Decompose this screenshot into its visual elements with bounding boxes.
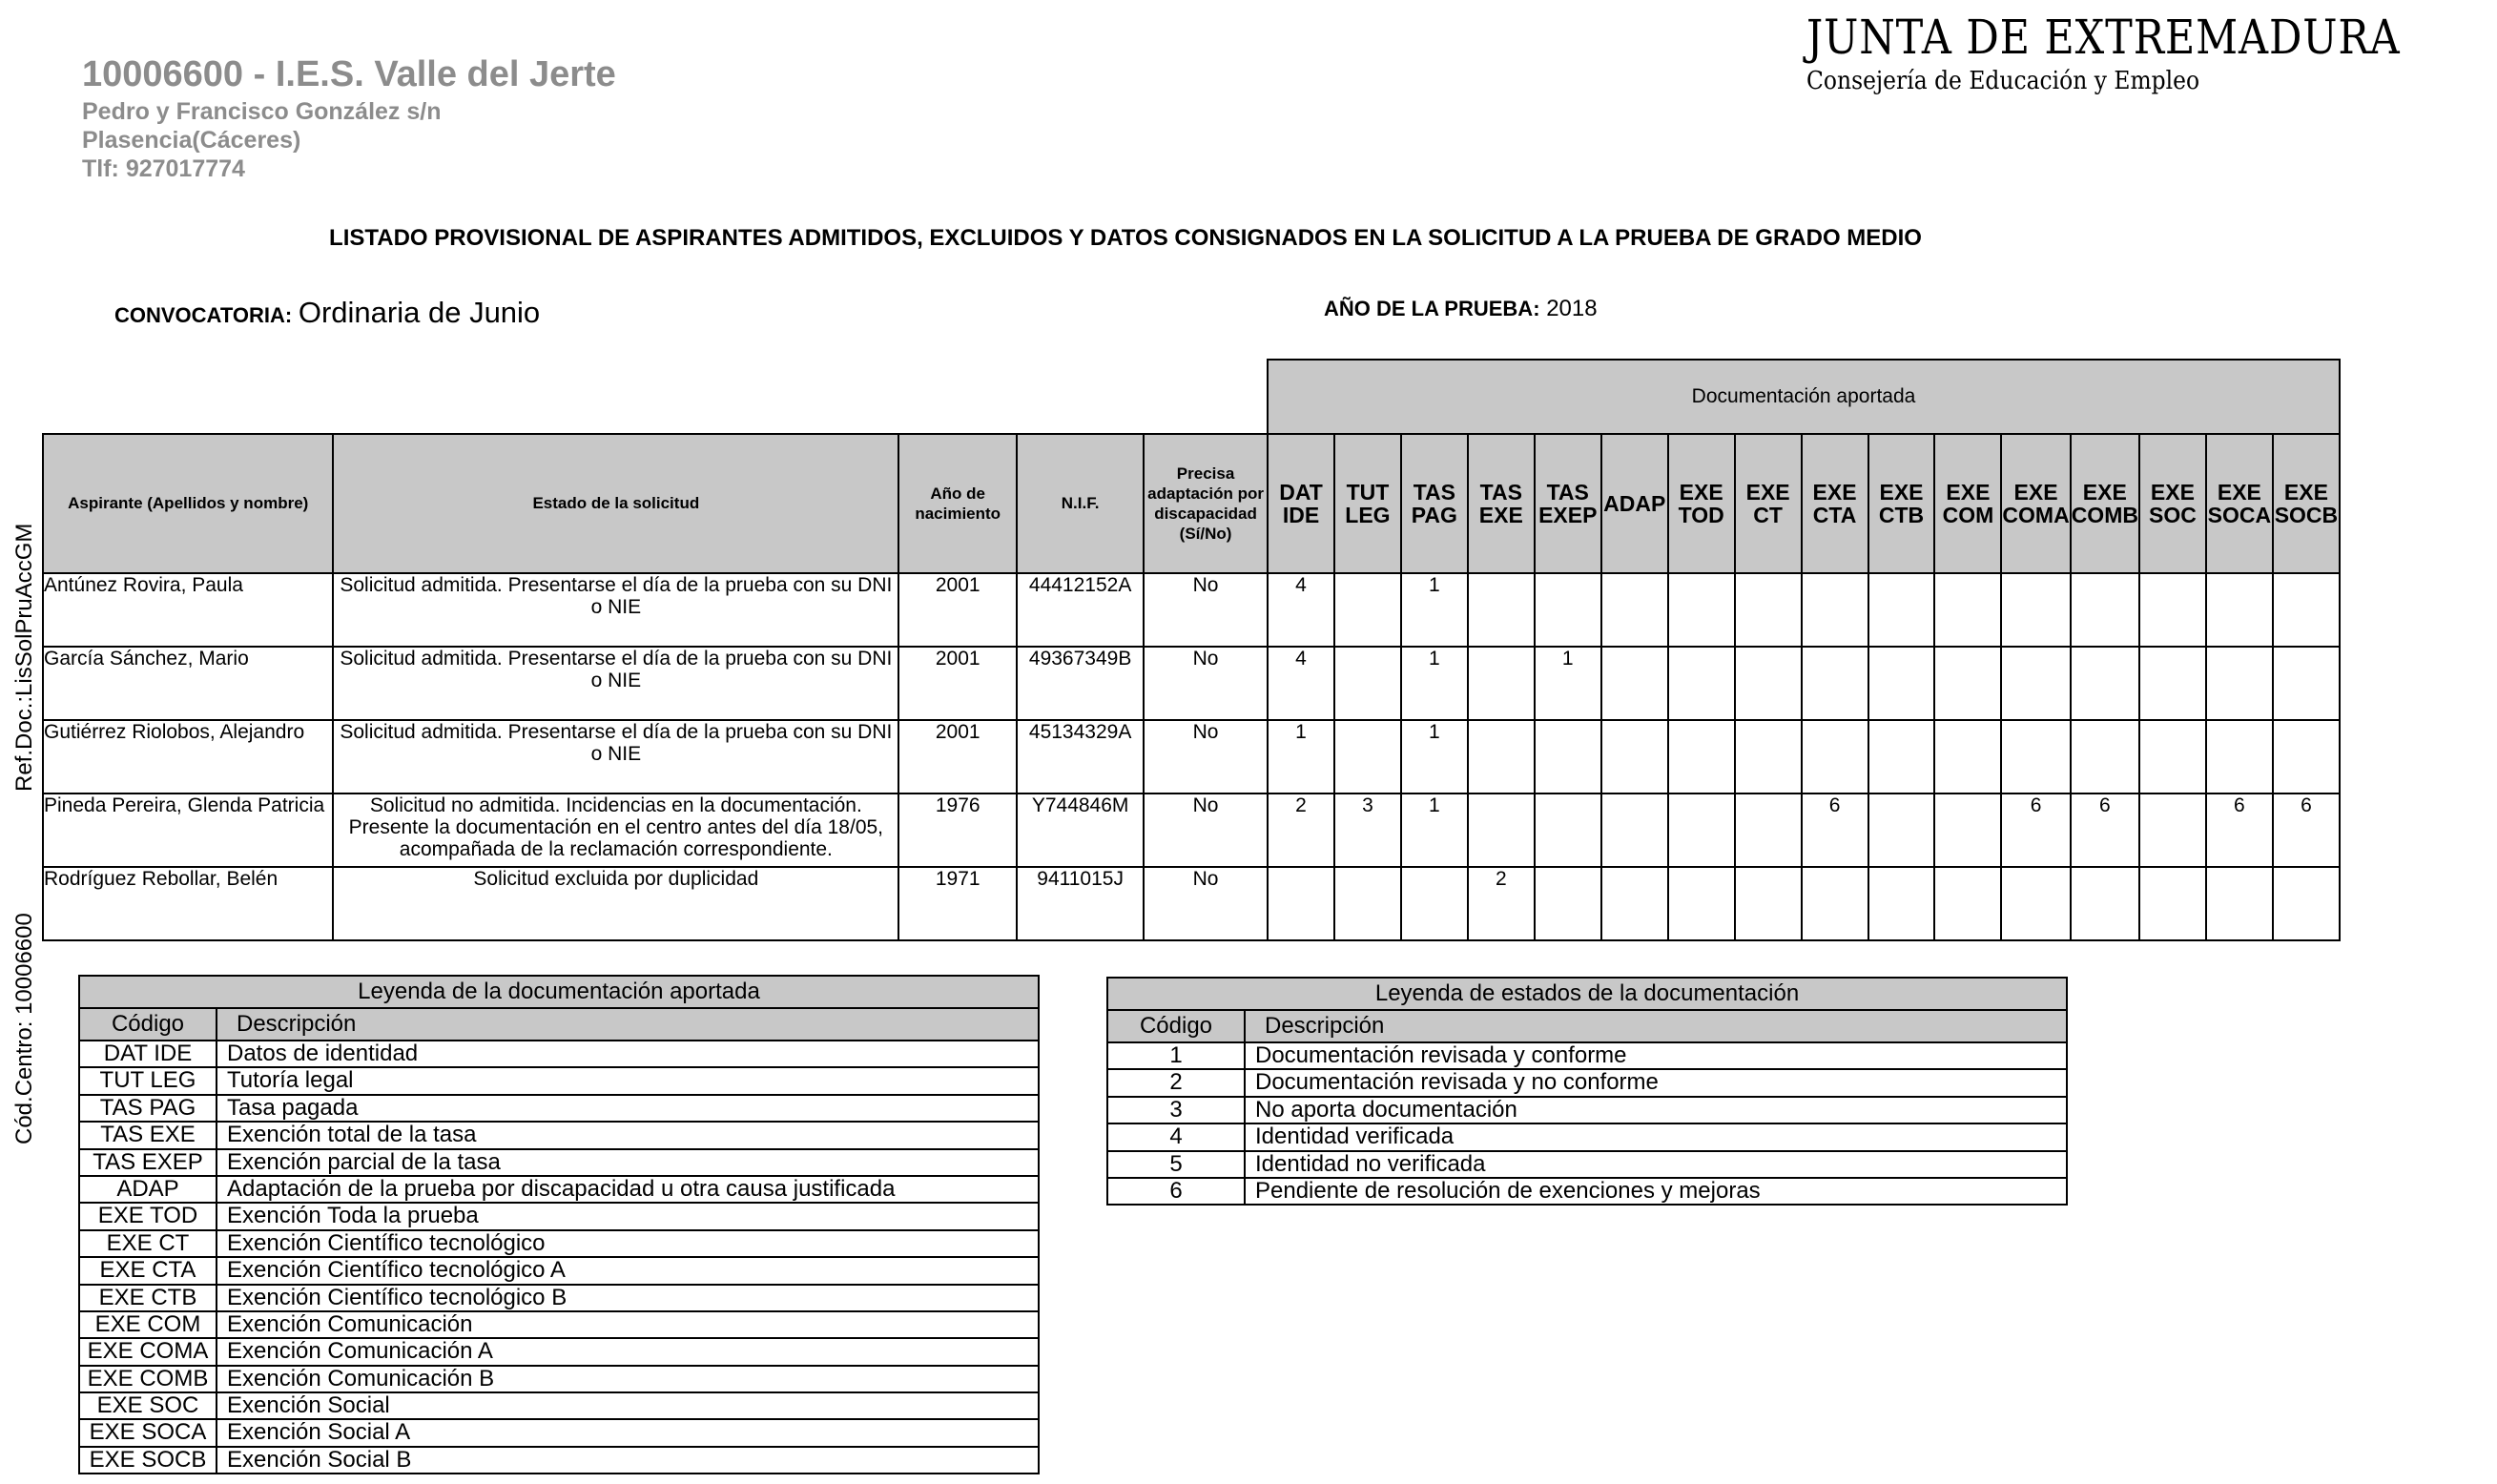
doc-status-cell: 1 <box>1401 647 1468 720</box>
col-aspirante: Aspirante (Apellidos y nombre) <box>43 434 333 573</box>
doc-status-cell: 6 <box>2071 794 2139 867</box>
nif: 49367349B <box>1017 647 1144 720</box>
junta-dept: Consejería de Educación y Empleo <box>1806 67 2200 95</box>
estado-solicitud: Solicitud excluida por duplicidad <box>333 867 898 940</box>
adaptacion: No <box>1144 720 1268 794</box>
adaptacion: No <box>1144 647 1268 720</box>
documentacion-aportada-header: Documentación aportada <box>1268 360 2340 434</box>
legend-row <box>1107 1069 2067 1096</box>
legend-row <box>1107 1042 2067 1069</box>
doc-status-cell <box>1802 647 1868 720</box>
legend-description: Exención Científico tecnológico B <box>217 1285 1039 1311</box>
col-nif: N.I.F. <box>1017 434 1144 573</box>
legend-description: Tutoría legal <box>217 1067 1039 1094</box>
doc-status-cell <box>1802 867 1868 940</box>
legend-row <box>79 1338 1039 1365</box>
table-row <box>43 867 2340 940</box>
doc-status-cell <box>2206 867 2273 940</box>
doc-status-cell <box>1468 647 1535 720</box>
col-doc-code: ADAP <box>1601 434 1668 573</box>
doc-status-cell <box>1468 573 1535 647</box>
legend-code: TAS EXE <box>79 1122 217 1148</box>
legend-code: 2 <box>1107 1069 1245 1096</box>
legend-docs-col-code: Código <box>79 1008 217 1041</box>
legend-row <box>79 1419 1039 1446</box>
doc-status-cell <box>2206 647 2273 720</box>
legend-code: TAS EXEP <box>79 1149 217 1176</box>
legend-code: 6 <box>1107 1178 1245 1205</box>
estado-solicitud: Solicitud admitida. Presentarse el día de la prueba con su DNI o NIE <box>333 647 898 720</box>
doc-status-cell <box>1334 573 1401 647</box>
doc-status-cell <box>1601 720 1668 794</box>
nif: 44412152A <box>1017 573 1144 647</box>
doc-status-cell <box>1934 794 2001 867</box>
legend-row <box>79 1447 1039 1474</box>
doc-status-cell: 1 <box>1401 720 1468 794</box>
doc-status-cell <box>1535 720 1601 794</box>
legend-row <box>1107 1178 2067 1205</box>
anio-value: 2018 <box>1546 296 1598 321</box>
doc-status-cell: 6 <box>2206 794 2273 867</box>
legend-code: TAS PAG <box>79 1095 217 1122</box>
doc-status-cell: 1 <box>1401 573 1468 647</box>
legend-code: EXE CTA <box>79 1257 217 1284</box>
legend-states-title: Leyenda de estados de la documentación <box>1107 978 2067 1010</box>
legend-row <box>1107 1123 2067 1150</box>
legend-code: EXE COMB <box>79 1366 217 1392</box>
legend-row <box>79 1366 1039 1392</box>
anio-label: AÑO DE LA PRUEBA: <box>1324 297 1540 320</box>
estado-solicitud: Solicitud no admitida. Incidencias en la documentación. Presente la documentación en el centro antes del día 18/05, acompañada de la reclamación correspondiente. <box>333 794 898 867</box>
doc-status-cell <box>1601 867 1668 940</box>
junta-name: JUNTA DE EXTREMADURA <box>1806 10 2401 65</box>
legend-description: Pendiente de resolución de exenciones y mejoras <box>1245 1178 2067 1205</box>
legend-row <box>79 1392 1039 1419</box>
col-doc-code: EXE COM <box>1934 434 2001 573</box>
convocatoria-label: CONVOCATORIA: <box>114 303 293 327</box>
legend-code: EXE COMA <box>79 1338 217 1365</box>
legend-code: EXE CTB <box>79 1285 217 1311</box>
doc-status-cell <box>1535 573 1601 647</box>
doc-status-cell <box>1334 647 1401 720</box>
legend-code: EXE COM <box>79 1311 217 1338</box>
legend-row <box>79 1203 1039 1229</box>
legend-row <box>79 1311 1039 1338</box>
doc-status-cell <box>1868 867 1935 940</box>
doc-status-cell <box>1334 867 1401 940</box>
junta-logo <box>1806 10 2497 95</box>
legend-row <box>79 1095 1039 1122</box>
doc-status-cell: 3 <box>1334 794 1401 867</box>
legend-states-col-desc: Descripción <box>1245 1010 2067 1042</box>
aspirante-name: Gutiérrez Riolobos, Alejandro <box>43 720 333 794</box>
legend-description: Exención Científico tecnológico <box>217 1230 1039 1257</box>
doc-status-cell <box>1601 794 1668 867</box>
doc-status-cell: 6 <box>2001 794 2070 867</box>
legend-code: EXE SOC <box>79 1392 217 1419</box>
school-info <box>82 53 616 183</box>
doc-status-cell <box>1735 647 1802 720</box>
doc-status-cell <box>1934 867 2001 940</box>
legend-description: Exención Social <box>217 1392 1039 1419</box>
legend-code: EXE SOCB <box>79 1447 217 1474</box>
col-doc-code: TAS EXEP <box>1535 434 1601 573</box>
doc-status-cell <box>2139 720 2206 794</box>
legend-description: No aporta documentación <box>1245 1097 2067 1123</box>
legend-description: Identidad no verificada <box>1245 1151 2067 1178</box>
legend-code: ADAP <box>79 1176 217 1203</box>
doc-status-cell <box>1868 720 1935 794</box>
doc-status-cell <box>2001 573 2070 647</box>
doc-status-cell <box>1868 794 1935 867</box>
doc-status-cell <box>1668 573 1735 647</box>
document-title: LISTADO PROVISIONAL DE ASPIRANTES ADMITIDOS, EXCLUIDOS Y DATOS CONSIGNADOS EN LA SOLICITUD A LA PRUEBA DE GRADO MEDIO <box>329 225 1922 251</box>
blank-header <box>43 360 1268 434</box>
nif: Y744846M <box>1017 794 1144 867</box>
col-doc-code: EXE SOC <box>2139 434 2206 573</box>
col-doc-code: EXE COMB <box>2071 434 2139 573</box>
doc-status-cell <box>1735 867 1802 940</box>
doc-status-cell: 1 <box>1268 720 1334 794</box>
legend-row <box>79 1067 1039 1094</box>
doc-status-cell: 6 <box>2273 794 2340 867</box>
legend-description: Exención Comunicación B <box>217 1366 1039 1392</box>
doc-status-cell <box>2206 573 2273 647</box>
legend-code: 4 <box>1107 1123 1245 1150</box>
legend-row <box>1107 1151 2067 1178</box>
aspirante-name: García Sánchez, Mario <box>43 647 333 720</box>
legend-states-col-code: Código <box>1107 1010 1245 1042</box>
col-doc-code: EXE CTB <box>1868 434 1935 573</box>
doc-status-cell: 4 <box>1268 573 1334 647</box>
doc-status-cell <box>1735 720 1802 794</box>
aspirants-table <box>42 359 2341 941</box>
doc-status-cell <box>2001 720 2070 794</box>
legend-description: Exención Científico tecnológico A <box>217 1257 1039 1284</box>
aspirante-name: Rodríguez Rebollar, Belén <box>43 867 333 940</box>
doc-status-cell <box>2206 720 2273 794</box>
doc-status-cell <box>2139 794 2206 867</box>
doc-status-cell <box>1802 720 1868 794</box>
legend-row <box>79 1257 1039 1284</box>
doc-status-cell <box>1668 794 1735 867</box>
doc-status-cell: 4 <box>1268 647 1334 720</box>
estado-solicitud: Solicitud admitida. Presentarse el día de la prueba con su DNI o NIE <box>333 573 898 647</box>
legend-code: TUT LEG <box>79 1067 217 1094</box>
legend-row <box>79 1230 1039 1257</box>
doc-status-cell <box>1802 573 1868 647</box>
col-doc-code: EXE SOCB <box>2273 434 2340 573</box>
table-row <box>43 794 2340 867</box>
school-name: 10006600 - I.E.S. Valle del Jerte <box>82 54 616 94</box>
legend-description: Exención Social B <box>217 1447 1039 1474</box>
doc-status-cell <box>2139 647 2206 720</box>
school-phone: Tlf: 927017774 <box>82 155 245 182</box>
col-doc-code: TAS PAG <box>1401 434 1468 573</box>
doc-status-cell: 2 <box>1468 867 1535 940</box>
doc-status-cell <box>2001 867 2070 940</box>
legend-docs-table <box>78 975 1040 1474</box>
legend-description: Datos de identidad <box>217 1041 1039 1067</box>
doc-status-cell <box>1535 794 1601 867</box>
anio-nacimiento: 1971 <box>898 867 1017 940</box>
anio-nacimiento: 1976 <box>898 794 1017 867</box>
doc-status-cell <box>1601 647 1668 720</box>
col-doc-code: EXE SOCA <box>2206 434 2273 573</box>
legend-row <box>79 1041 1039 1067</box>
doc-status-cell: 1 <box>1401 794 1468 867</box>
doc-status-cell <box>2273 867 2340 940</box>
col-doc-code: TUT LEG <box>1334 434 1401 573</box>
legend-code: 1 <box>1107 1042 1245 1069</box>
legend-row <box>79 1176 1039 1203</box>
legend-states-table <box>1106 977 2068 1206</box>
doc-status-cell <box>1668 720 1735 794</box>
doc-status-cell <box>1735 573 1802 647</box>
anio-nacimiento: 2001 <box>898 573 1017 647</box>
legend-code: DAT IDE <box>79 1041 217 1067</box>
doc-status-cell: 1 <box>1535 647 1601 720</box>
doc-status-cell <box>2273 573 2340 647</box>
doc-status-cell: 2 <box>1268 794 1334 867</box>
legend-row <box>1107 1097 2067 1123</box>
doc-status-cell <box>1601 573 1668 647</box>
col-doc-code: EXE CTA <box>1802 434 1868 573</box>
legend-code: 5 <box>1107 1151 1245 1178</box>
legend-row <box>79 1285 1039 1311</box>
doc-status-cell <box>1334 720 1401 794</box>
estado-solicitud: Solicitud admitida. Presentarse el día de la prueba con su DNI o NIE <box>333 720 898 794</box>
ref-doc: Ref.Doc.:LisSolPruAccGM <box>11 523 37 792</box>
anio-nacimiento: 2001 <box>898 647 1017 720</box>
col-doc-code: TAS EXE <box>1468 434 1535 573</box>
legend-row <box>79 1149 1039 1176</box>
legend-description: Tasa pagada <box>217 1095 1039 1122</box>
legend-description: Adaptación de la prueba por discapacidad u otra causa justificada <box>217 1176 1039 1203</box>
school-address: Pedro y Francisco González s/n <box>82 97 442 125</box>
doc-status-cell <box>2071 867 2139 940</box>
table-row <box>43 720 2340 794</box>
legend-description: Exención parcial de la tasa <box>217 1149 1039 1176</box>
legend-description: Exención Social A <box>217 1419 1039 1446</box>
doc-status-cell <box>2071 647 2139 720</box>
school-city: Plasencia(Cáceres) <box>82 126 301 154</box>
anio-nacimiento: 2001 <box>898 720 1017 794</box>
legend-description: Identidad verificada <box>1245 1123 2067 1150</box>
legend-row <box>79 1122 1039 1148</box>
col-estado: Estado de la solicitud <box>333 434 898 573</box>
doc-status-cell <box>2071 720 2139 794</box>
legend-docs-col-desc: Descripción <box>217 1008 1039 1041</box>
anio-prueba <box>1324 296 1598 322</box>
aspirante-name: Antúnez Rovira, Paula <box>43 573 333 647</box>
doc-status-cell <box>2273 720 2340 794</box>
col-doc-code: DAT IDE <box>1268 434 1334 573</box>
adaptacion: No <box>1144 794 1268 867</box>
doc-status-cell <box>1868 647 1935 720</box>
doc-status-cell <box>1934 573 2001 647</box>
convocatoria-value: Ordinaria de Junio <box>298 296 541 329</box>
doc-status-cell <box>2139 867 2206 940</box>
legend-description: Documentación revisada y conforme <box>1245 1042 2067 1069</box>
adaptacion: No <box>1144 573 1268 647</box>
doc-status-cell <box>1468 794 1535 867</box>
doc-status-cell <box>1868 573 1935 647</box>
doc-status-cell <box>2273 647 2340 720</box>
legend-code: EXE CT <box>79 1230 217 1257</box>
legend-code: 3 <box>1107 1097 1245 1123</box>
table-row <box>43 647 2340 720</box>
nif: 45134329A <box>1017 720 1144 794</box>
legend-code: EXE SOCA <box>79 1419 217 1446</box>
doc-status-cell <box>1668 867 1735 940</box>
col-anio-nacimiento: Año de nacimiento <box>898 434 1017 573</box>
doc-status-cell <box>1735 794 1802 867</box>
doc-status-cell <box>2071 573 2139 647</box>
col-doc-code: EXE COMA <box>2001 434 2070 573</box>
cod-centro: Cód.Centro: 10006600 <box>11 913 37 1144</box>
col-doc-code: EXE TOD <box>1668 434 1735 573</box>
col-adaptacion: Precisa adaptación por discapacidad (Sí/No) <box>1144 434 1268 573</box>
doc-status-cell: 6 <box>1802 794 1868 867</box>
doc-status-cell <box>2001 647 2070 720</box>
aspirante-name: Pineda Pereira, Glenda Patricia <box>43 794 333 867</box>
legend-description: Exención Comunicación A <box>217 1338 1039 1365</box>
nif: 9411015J <box>1017 867 1144 940</box>
doc-status-cell <box>1934 720 2001 794</box>
doc-status-cell <box>1268 867 1334 940</box>
doc-status-cell <box>2139 573 2206 647</box>
doc-status-cell <box>1535 867 1601 940</box>
legend-description: Exención total de la tasa <box>217 1122 1039 1148</box>
convocatoria <box>114 296 540 330</box>
doc-status-cell <box>1468 720 1535 794</box>
doc-status-cell <box>1668 647 1735 720</box>
doc-status-cell <box>1401 867 1468 940</box>
legend-description: Exención Comunicación <box>217 1311 1039 1338</box>
adaptacion: No <box>1144 867 1268 940</box>
legend-docs-title: Leyenda de la documentación aportada <box>79 976 1039 1008</box>
doc-status-cell <box>1934 647 2001 720</box>
table-row <box>43 573 2340 647</box>
col-doc-code: EXE CT <box>1735 434 1802 573</box>
legend-description: Exención Toda la prueba <box>217 1203 1039 1229</box>
legend-code: EXE TOD <box>79 1203 217 1229</box>
legend-description: Documentación revisada y no conforme <box>1245 1069 2067 1096</box>
